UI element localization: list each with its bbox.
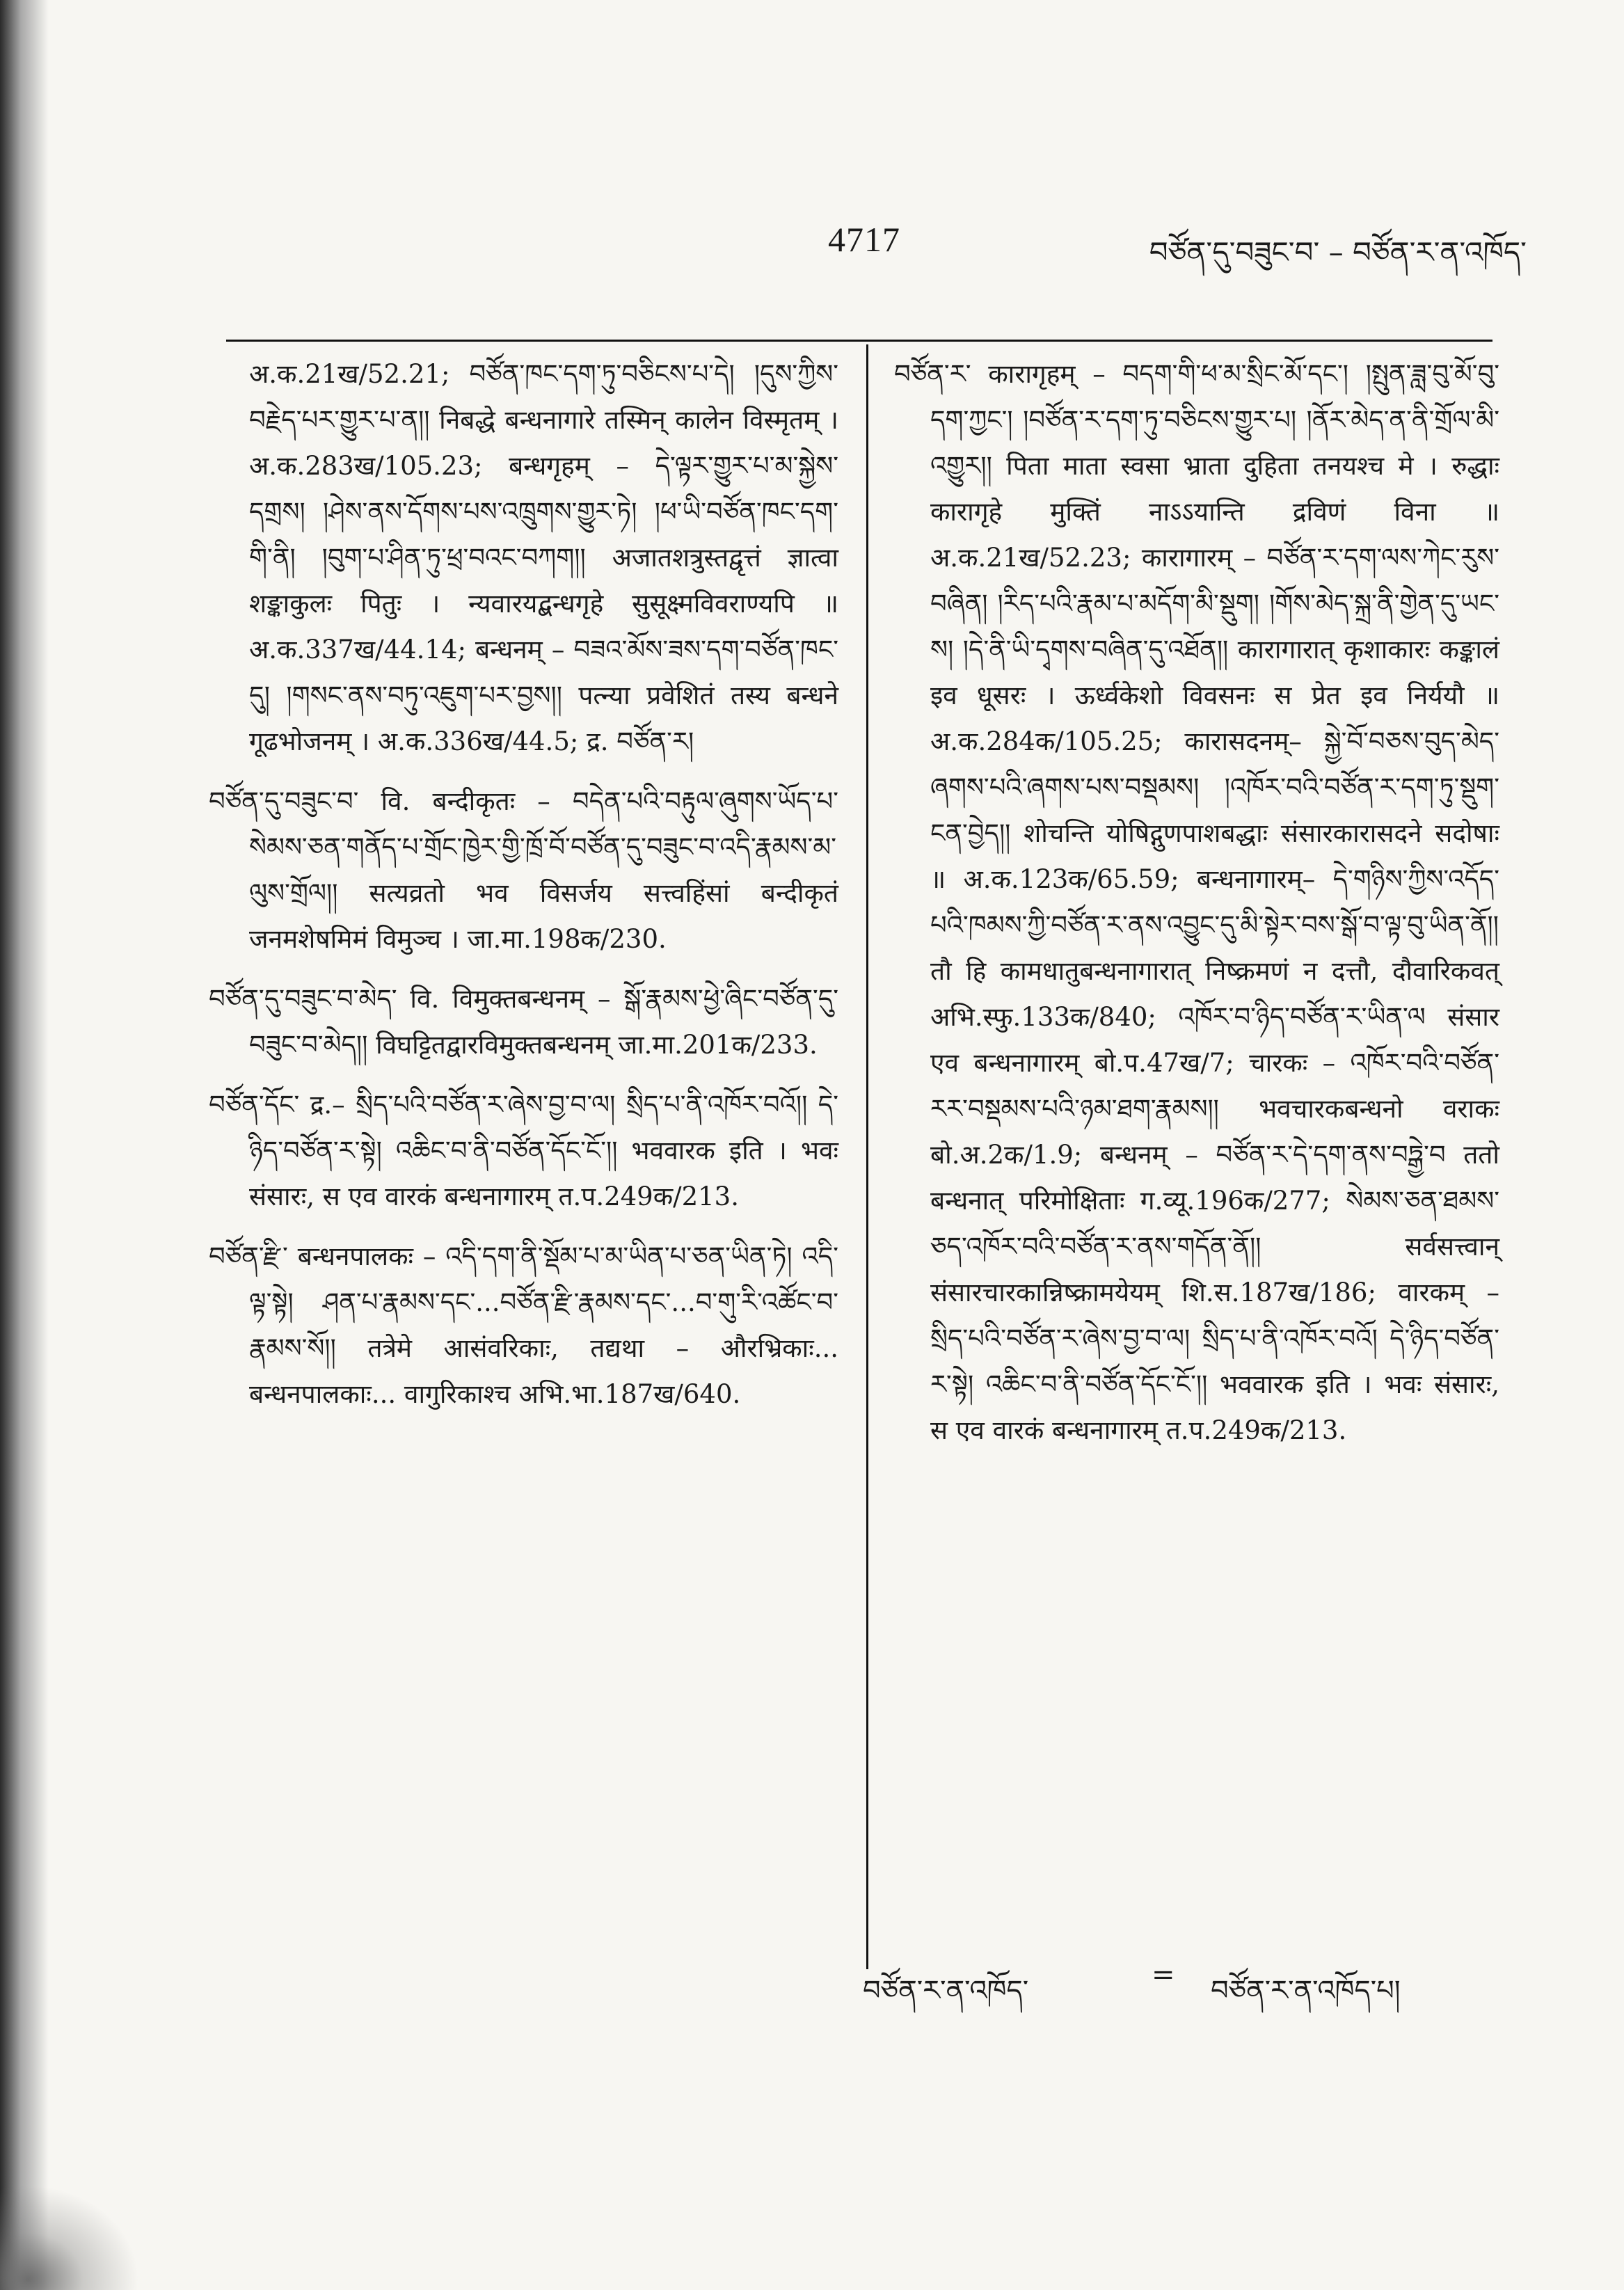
left-column — [209, 351, 838, 1431]
right-column — [894, 351, 1499, 1468]
cross-reference-entry — [863, 1959, 1492, 2007]
dictionary-entry: བཙོན་རྫི་ बन्धनपालकः – འདི་དག་ནི་སྡོམ་པ་མ་ཡིན་པ་ཅན་ཡིན་ཏེ། འདི་ལྟ་སྟེ། ཤན་པ་རྣམས་དང་...བཙོན་རྫི་རྣམས་དང་...བ་གུ་རི་འཚོང་བ་རྣམས་སོ།། तत्रेमे आसंवरिकाः, तद्यथा – औरभ्रिकाः... बन्धनपालकाः... वागुरिकाश्च अभि.भा.187ख/640. — [209, 1241, 838, 1409]
dictionary-entry: བཙོན་དུ་བཟུང་བ་མེད་ वि. विमुक्तबन्धनम् – སྒོ་རྣམས་ཕྱེ་ཞིང་བཙོན་དུ་བཟུང་བ་མེད།། विघट्टितद्वारविमुक्तबन्धनम् जा.मा.201क/233. — [209, 984, 838, 1060]
dictionary-entry: བཙོན་ར་ कारागृहम् – བདག་གི་ཕ་མ་སྲིང་མོ་དང་། །སྤུན་ཟླ་བུ་མོ་བུ་དག་ཀྱང་། །བཙོན་ར་དག་ཏུ་བཅིངས་གྱུར་པ། །ནོར་མེད་ན་ནི་གྲོལ་མི་འགྱུར།། पिता माता स्वसा भ्राता दुहिता तनयश्च मे । रुद्धाः कारागृहे मुक्तिं नाऽऽयान्ति द्रविणं विना ॥ अ.क.21ख/52.23; कारागारम् – བཙོན་ར་དག་ལས་ཀེང་རུས་བཞིན། །རིད་པའི་རྣམ་པ་མདོག་མི་སྡུག། །གོས་མེད་སྐྲ་ནི་གྱེན་དུ་ཡང་ས། །དེ་ནི་ཡི་དྭགས་བཞིན་དུ་འཐོན།། कारागारात् कृशाकारः कङ्कालं इव धूसरः । ऊर्ध्वकेशो विवसनः स प्रेत इव निर्ययौ ॥ अ.क.284क/105.25; कारासदनम्– སྐྱེ་བོ་བཅས་བུད་མེད་ཞགས་པའི་ཞགས་པས་བསྡམས། །འཁོར་བའི་བཙོན་ར་དག་ཏུ་སྡུག་ངན་བྱེད།། शोचन्ति योषिद्गुणपाशबद्धाः संसारकारासदने सदोषाः ॥ अ.क.123क/65.59; बन्धनागारम्– དེ་གཉིས་ཀྱིས་འདོད་པའི་ཁམས་ཀྱི་བཙོན་ར་ནས་འབྱུང་དུ་མི་སྟེར་བས་སྒོ་བ་ལྟ་བུ་ཡིན་ནོ།། तौ हि कामधातुबन्धनागारात् निष्क्रमणं न दत्तौ, दौवारिकवत् अभि.स्फु.133क/840; འཁོར་བ་ཉིད་བཙོན་ར་ཡིན་ལ संसार एव बन्धनागारम् बो.प.47ख/7; चारकः – འཁོར་བའི་བཙོན་རར་བསྡམས་པའི་ཉམ་ཐག་རྣམས།། भवचारकबन्धनो वराकः बो.अ.2क/1.9; बन्धनम् – བཙོན་ར་དེ་དག་ནས་བཏྒྱེ་བ ततो बन्धनात् परिमोक्षिताः ग.व्यू.196क/277; སེམས་ཅན་ཐམས་ཅད་འཁོར་བའི་བཙོན་ར་ནས་གདོན་ནོ།། सर्वसत्त्वान् संसारचारकान्निष्क्रामयेयम् शि.स.187ख/186; वारकम् – སྲིད་པའི་བཙོན་ར་ཞེས་བྱ་བ་ལ། སྲིད་པ་ནི་འཁོར་བའོ། དེ་ཉིད་བཙོན་ར་སྟེ། འཆིང་བ་ནི་བཙོན་དོང་ངོ་།། भववारक इति । भवः संसारः, स एव वारकं बन्धनागारम् त.प.249क/213. — [894, 359, 1499, 1445]
page-number: 4717 — [828, 220, 900, 259]
page-header — [0, 219, 1624, 303]
cross-reference-term: བཙོན་ར་ན་འཁོད་ — [863, 1975, 1029, 2007]
dictionary-entry-continuation: अ.क.21ख/52.21; བཙོན་ཁང་དག་ཏུ་བཅིངས་པ་དེ། །དུས་ཀྱིས་བརྗེད་པར་གྱུར་པ་ན།། निबद्धे बन्धनागारे तस्मिन् कालेन विस्मृतम् । अ.क.283ख/105.23; बन्धगृहम् – དེ་ལྟར་གྱུར་པ་མ་སྐྱེས་དགྲས། །ཤེས་ནས་དོགས་པས་འཁྲུགས་གྱུར་ཏེ། །ཕ་ཡི་བཙོན་ཁང་དག་གི་ནི། །བུག་པ་ཤིན་ཏུ་ཕྲ་བའང་བཀག།། अजातशत्रुस्तद्वृत्तं ज्ञात्वा शङ्काकुलः पितुः । न्यवारयद्बन्धगृहे सुसूक्ष्मविवराण्यपि ॥ अ.क.337ख/44.14; बन्धनम् – བཟའ་མོས་ཟས་དག་བཙོན་ཁང་དུ། །གསང་ནས་བཏུ་འཇུག་པར་བྱས།། पत्न्या प्रवेशितं तस्य बन्धने गूढभोजनम् । अ.क.336ख/44.5; द्र. བཙོན་ར། — [249, 359, 838, 756]
cross-reference-equals: = — [1152, 1959, 1175, 1991]
dictionary-entry: བཙོན་དུ་བཟུང་བ་ वि. बन्दीकृतः – བདེན་པའི་བརྟུལ་ཞུགས་ཡོད་པ་སེམས་ཅན་གནོད་པ་གྲོང་ཁྱེར་གྱི་ཁྲོ་བོ་བཙོན་དུ་བཟུང་བ་འདི་རྣམས་མ་ལུས་གྲོལ།། सत्यव्रतो भव विसर्जय सत्त्वहिंसां बन्दीकृतं जनमशेषमिमं विमुञ्च । जा.मा.198क/230. — [209, 786, 838, 954]
scan-corner-smudge — [0, 2185, 139, 2290]
cross-reference-target: བཙོན་ར་ན་འཁོད་པ། — [1211, 1975, 1401, 2007]
dictionary-entry: བཙོན་དོང་ द्र.– སྲིད་པའི་བཙོན་ར་ཞེས་བྱ་བ་ལ། སྲིད་པ་ནི་འཁོར་བའོ།། དེ་ཉིད་བཙོན་ར་སྟེ། འཆིང་བ་ནི་བཙོན་དོང་ངོ་།། भववारक इति । भवः संसारः, स एव वारकं बन्धनागारम् त.प.249क/213. — [209, 1090, 838, 1211]
header-rule — [226, 340, 1492, 342]
running-head: བཙོན་དུ་བཟུང་བ་ – བཙོན་ར་ན་འཁོད་ — [1149, 235, 1527, 269]
column-divider — [866, 344, 868, 1969]
scan-binding-edge — [0, 0, 49, 2290]
